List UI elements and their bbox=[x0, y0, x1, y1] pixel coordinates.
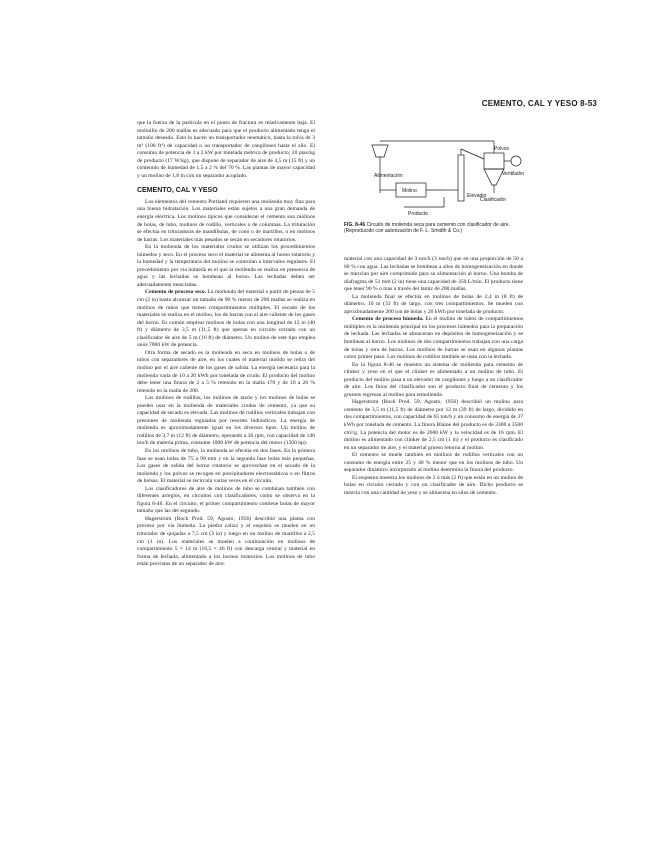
paragraph-text: En el molino de tubos de compartimientos múltiples es la molienda principal en los procesos húmedos para la preparación de lechada. Las lechadas se almacenan en depósitos de homogeneización y se bombean al horno. Los molinos de dos compartimientos trabajan con una carga de bolas y otra de barras. Los molinos de barras se usan en algunas plantas como primer paso. Los molinos de rodillos también se usan con la lechada. bbox=[344, 316, 524, 361]
classifier-shape bbox=[484, 153, 504, 169]
section-heading: CEMENTO, CAL Y YESO bbox=[137, 187, 218, 195]
paragraph bbox=[137, 289, 315, 349]
paragraph: Hagerstrom (Rock Prod. 59, Agosto, 1956) describió un molino para cemento de 3,5 m (11,5 ft) de diámetro por 12 m (39 ft) de largo, dividido en dos compartimientos, con capacidad de 65 ton/h y un consumo de energía de 37 kWh por tonelada de cemento. La finura Blaine del producto es de 3300 a 3500 cm²/g. La potencia del motor es de 2600 kW y la velocidad es de 16 rpm. El molino es alimentado con clinker de 2,5 cm (1 in) y el producto es clasificado en un separador de aire, y el material grueso retorna al molino. bbox=[344, 399, 523, 451]
right-column bbox=[344, 256, 523, 498]
paragraph bbox=[344, 316, 523, 361]
paragraph: El esquema muestra los molinos de 2 ó más (2 ft) que están en un molino de bolas en circuito cerrado y con un clasificador de aire. Dicho producto se mezcla con una cantidad de yeso y se almacena en silos de cemento. bbox=[344, 474, 523, 496]
figure-caption bbox=[344, 222, 524, 234]
run-in-heading: Cemento de proceso seco. bbox=[145, 289, 207, 296]
running-header: CEMENTO, CAL Y YESO 8-53 bbox=[481, 99, 597, 108]
fan-label: Ventilador bbox=[502, 171, 524, 177]
paragraph: Los molinos de rodillos, los molinos de tazón y los molinos de bolas se pueden usar en la molienda de materiales crudos de cemento, ya que su capacidad de secado es elevada. Las molinos de rodillos verticales trabajan con presiones de molienda reguladas por resortes hidráulicos. La energía de molienda es aproximadamente igual en los diversos tipos. Un molino de rodillos de 3,7 m (12 ft) de diámetro, operando a 30 rpm, con capacidad de 140 ton/h de materia prima, consume 1000 kW de potencia del motor (1500 hp). bbox=[137, 395, 315, 447]
paragraph: Hagerstrom (Rock Prod. 59, Agosto, 1956) describió una planta con proceso por vía húmeda. La piedra caliza y el esquisto se muelen en un triturador de quijadas a 7,5 cm (3 in) y luego en un molino de martillos a 2,5 cm (1 in). Los materiales se muelen a continuación en molinos de compartimiento 5 × 14 m (16,5 × 46 ft) con descarga central y material en forma de lechada, alimentado a los hornos rotatorios. Los molinos de tubo están provistos de un separador de aire. bbox=[137, 515, 315, 568]
paragraph-continued: que la fuerza de la partícula en el punto de fractura es relativamente baja. El molinillo de 200 mallas es adecuado para que el producto alimentado tenga el tamaño deseado. Esto lo hacen un transportador neumático, hasta la tolva de 3 m³ (100 ft³) de capacidad o un transportador de cangilones hasta el silo. El consumo de potencia de 1 a 2 kW por tonelada métrica de producto; 20 ptas/kg de producto (17 W/kg), que dispone de separador de aire de 4,5 m (15 ft) y un contenido de humedad de 1,5 a 2 % del 70 %. Las plantas de mayor capacidad y un molino de 1,8 m con un separador acoplado. bbox=[137, 120, 315, 179]
run-in-heading: Cemento de proceso húmedo. bbox=[352, 316, 424, 323]
elevator-label: Elevador bbox=[467, 193, 487, 199]
flow-diagram bbox=[344, 135, 524, 221]
paragraph: En la molienda de los materiales crudos se utilizan los procedimientos húmedos y seco. En el proceso seco el material se alimenta al horno rotatorio y la humedad y la temperatura del molino se controlan a intervalos regulares. El procedimiento por vía húmeda es el que la molienda se realiza en presencia de agua y las lechadas se bombean al horno. Las lechadas deben ser adecuadamente mezcladas. bbox=[137, 244, 315, 288]
fan-shape bbox=[511, 156, 521, 166]
feed-label: Alimentación bbox=[374, 173, 403, 179]
figure-caption-label: FIG. 8-46 bbox=[344, 222, 366, 228]
paragraph: En los molinos de tubo, la molienda se efectúa en dos fases. En la primera fase se usan bolas de 75 a 90 mm y en la segunda fase bolas más pequeñas. Los gases de salida del horno rotatorio se aprovechan en el secado de la molienda y los polvos se recogen en precipitadores electrostáticos o en filtros de bolsas. El material se recircula varias veces en el circuito. bbox=[137, 447, 315, 485]
product-label: Producto bbox=[408, 211, 429, 217]
figure-grinding-circuit bbox=[344, 135, 524, 235]
paragraph: Los clasificadores de aire de molinos de tubo se combinan también con diferentes arreglos, en circuitos con clasificadores, como se observa en la figura 8-46. En el circuito, el primer compartimiento contiene bolas de mayor tamaño que las del segundo. bbox=[137, 485, 315, 515]
paragraph: material con una capacidad de 3 ton/h (3 ton/h) que en una proporción de 50 a 60 % con agua. Las lechadas se bombean a silos de homogeneización en donde se mezclan por aire comprimido para su alimentación al horno. Una bomba de diafragma de 51 mm (2 in) tiene una capacidad de 350 L/min. El producto tiene que tener 90 % o más a través del tamiz de 200 mallas. bbox=[344, 256, 523, 293]
paragraph: En la figura 8-46 se muestra un sistema de molienda para cemento de clinker y yeso en el que el clinker es alimentado a un molino de tubo. El producto del molino pasa a un elevador de cangilones y luego a un clasificador de aire. Los finos del clasificador son el producto final de cemento y los gruesos regresan al molino para remolienda. bbox=[344, 361, 523, 398]
left-column bbox=[137, 120, 315, 569]
paragraph: La molienda final se efectúa en molinos de bolas de 2,4 m (8 ft) de diámetro, 10 m (33 ft) de largo, con tres compartimientos. Se muelen con aproximadamente 200 ton de bolas y 20 kWh por tonelada de producto. bbox=[344, 293, 523, 315]
classifier-label: Clasificador bbox=[480, 197, 507, 203]
dust-collector-label: Polvos bbox=[494, 146, 510, 152]
cyclone-cone-shape bbox=[484, 169, 504, 185]
mill-label: Molino bbox=[402, 188, 417, 194]
paragraph: Los elementos del cemento Portland requieren una molienda muy fina para una buena hidratación. Los materiales están sujetos a una gran demanda de energía eléctrica. Los molinos típicos que consideran el cemento son molinos de bolas, de tubo, molinos de rodillo, verticales o de columnas. La trituración se efectúa en trituradoras de mandíbulas, de cono o de martillos, o en molinos de barras. Los materiales más pesados se secan en secadores rotatorios. bbox=[137, 198, 315, 243]
paragraph: El cemento se muele también en molinos de rodillos verticales con un consumo de energía entre 25 y 40 % menor que en los molinos de tubo. Un separador dinámico incorporado al molino determina la finura del producto. bbox=[344, 452, 523, 474]
figure-caption-text: Circuito de molienda seca para cemento con clasificador de aire. (Reproducido con autorización de F. L. Smidth & Co.) bbox=[344, 222, 510, 234]
paragraph-text: La molienda del material a partir de piezas de 5 cm (2 in) hasta alcanzar un tamaño de 90 % menor de 200 mallas se realiza en molinos de tubos que tienen compartimientos múltiples. El secado de los materiales se realiza en el molino, los de barras con el aire caliente de los gases del horno. Es común emplear molinos de bolas con una longitud de 12 m (40 ft) y diámetro de 3,5 m (11,5 ft) que operan en circuito cerrado con un clasificador de aire de 5 m (16 ft) de diámetro. Un molino de este tipo emplea unos 7000 kW de potencia. bbox=[137, 289, 315, 349]
elevator-shape bbox=[458, 155, 464, 201]
feed-hopper-shape bbox=[372, 145, 388, 157]
paragraph: Otra forma de secado es la molienda en seco en molinos de bolas o de tubos con separadores de aire, en los cuales el material molido se retira del molino por el aire caliente de los gases de salida. La energía necesaria para la molienda varía de 10 a 20 kWh por tonelada de crudo. El producto del molino debe tener una finura de 2 a 5 % retenido en la malla 170 y de 10 a 20 % retenido en la malla de 200. bbox=[137, 349, 315, 394]
